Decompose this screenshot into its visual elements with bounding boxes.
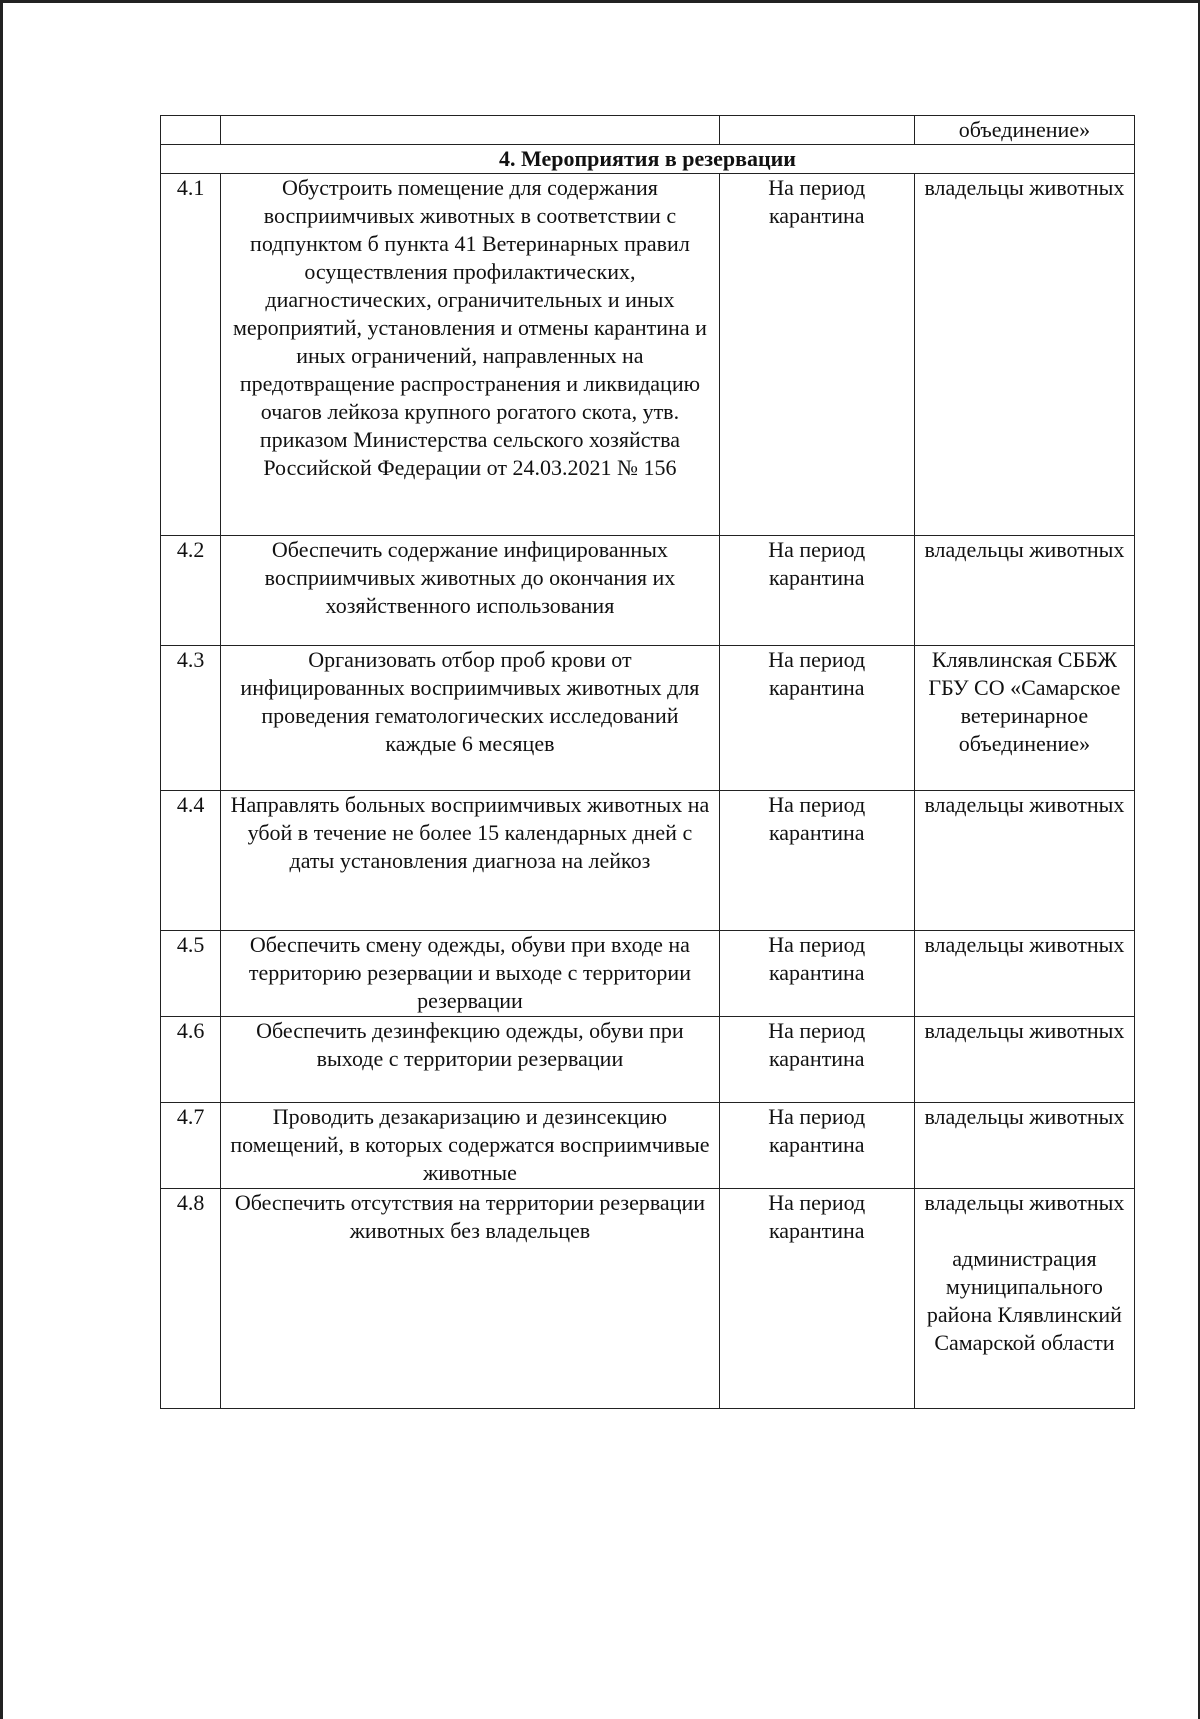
scan-edge-top — [0, 0, 1200, 3]
responsible-cell — [914, 1189, 1134, 1409]
scan-edge-left — [0, 0, 3, 1719]
continuation-row — [161, 116, 1135, 145]
table-row — [161, 646, 1135, 791]
measure-text: Обеспечить содержание инфицированных восприимчивых животных до окончания их хозяйственного использования — [221, 536, 719, 646]
table-row — [161, 1017, 1135, 1103]
table-row — [161, 931, 1135, 1017]
table-row — [161, 1103, 1135, 1189]
row-num: 4.7 — [161, 1103, 221, 1189]
section-title: 4. Мероприятия в резервации — [161, 145, 1135, 174]
responsible-text: владельцы животных — [914, 931, 1134, 1017]
table-row — [161, 1189, 1135, 1409]
table-row — [161, 174, 1135, 536]
measures-table — [160, 115, 1135, 1409]
responsible-text: Клявлинская СББЖ ГБУ СО «Самарское ветеринарное объединение» — [914, 646, 1134, 791]
section-header-row — [161, 145, 1135, 174]
responsible-text: владельцы животных — [914, 536, 1134, 646]
row-num: 4.2 — [161, 536, 221, 646]
responsible-text: владельцы животных — [914, 1017, 1134, 1103]
row-num: 4.8 — [161, 1189, 221, 1409]
responsible-cell: объединение» — [914, 116, 1134, 145]
row-num: 4.6 — [161, 1017, 221, 1103]
measure-text: Обеспечить дезинфекцию одежды, обуви при выходе с территории резервации — [221, 1017, 719, 1103]
row-num: 4.3 — [161, 646, 221, 791]
measure-text: Обеспечить отсутствия на территории резервации животных без владельцев — [221, 1189, 719, 1409]
measure-text: Организовать отбор проб крови от инфицированных восприимчивых животных для проведения гематологических исследований каждые 6 месяцев — [221, 646, 719, 791]
responsible-extra-text: администрация муниципального района Клявлинский Самарской области — [926, 1246, 1122, 1355]
period-text: На период карантина — [719, 174, 914, 536]
period-text: На период карантина — [719, 1103, 914, 1189]
period-text: На период карантина — [719, 1189, 914, 1409]
responsible-text: владельцы животных — [914, 791, 1134, 931]
period-text: На период карантина — [719, 931, 914, 1017]
responsible-text: владельцы животных — [914, 1103, 1134, 1189]
measure-text-cell — [221, 116, 719, 145]
period-cell — [719, 116, 914, 145]
period-text: На период карантина — [719, 1017, 914, 1103]
row-num: 4.1 — [161, 174, 221, 536]
responsible-text: владельцы животных — [924, 1190, 1125, 1215]
table-row — [161, 791, 1135, 931]
row-num-cell — [161, 116, 221, 145]
period-text: На период карантина — [719, 646, 914, 791]
row-num: 4.4 — [161, 791, 221, 931]
measure-text: Проводить дезакаризацию и дезинсекцию помещений, в которых содержатся восприимчивые животные — [221, 1103, 719, 1189]
measure-text: Обеспечить смену одежды, обуви при входе на территорию резервации и выходе с территории резервации — [221, 931, 719, 1017]
measure-text: Направлять больных восприимчивых животных на убой в течение не более 15 календарных дней с даты установления диагноза на лейкоз — [221, 791, 719, 931]
period-text: На период карантина — [719, 536, 914, 646]
measure-text: Обустроить помещение для содержания восприимчивых животных в соответствии с подпунктом б пункта 41 Ветеринарных правил осуществления профилактических, диагностических, ограничительных и иных мероприятий, установления и отмены карантина и иных ограничений, направленных на предотвращение распространения и ликвидацию очагов лейкоза крупного рогатого скота, утв. приказом Министерства сельского хозяйства Российской Федерации от 24.03.2021 № 156 — [221, 174, 719, 536]
table-row — [161, 536, 1135, 646]
row-num: 4.5 — [161, 931, 221, 1017]
period-text: На период карантина — [719, 791, 914, 931]
responsible-text: владельцы животных — [914, 174, 1134, 536]
